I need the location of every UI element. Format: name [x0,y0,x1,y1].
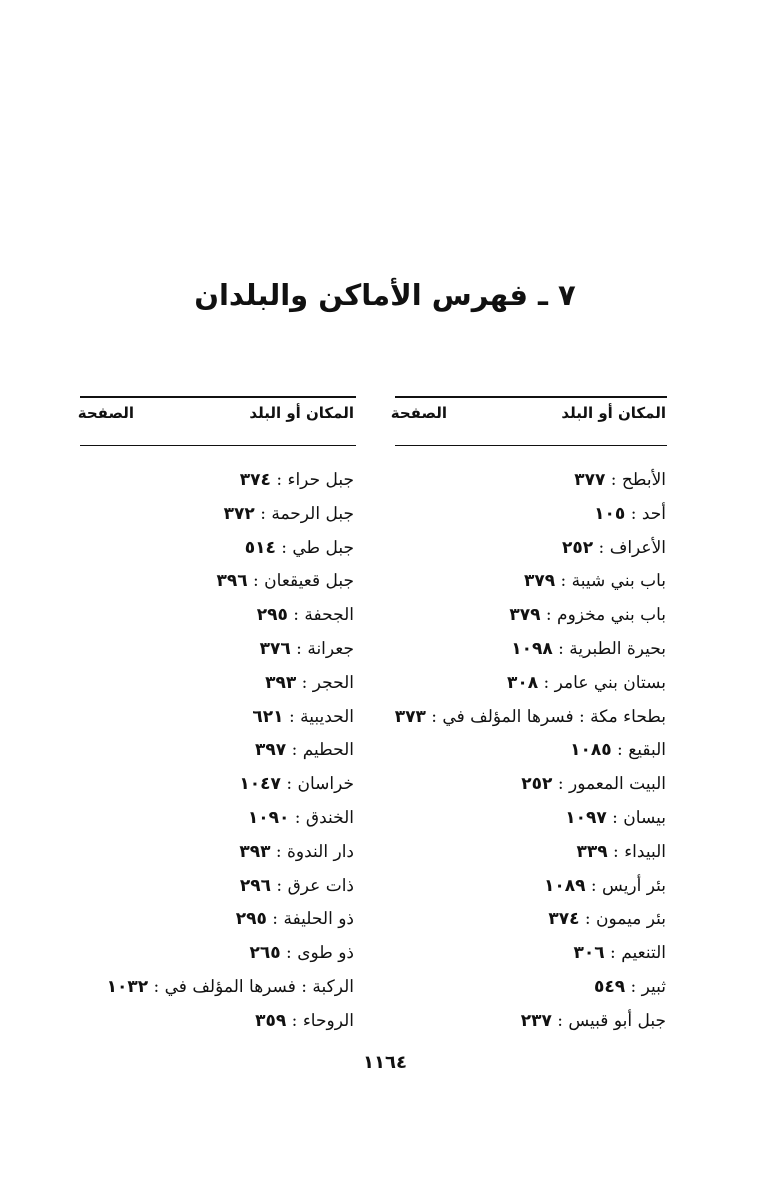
page-ref: ٣٧٩ [523,571,556,592]
place-name: الأعراف [609,537,666,558]
page-ref: ٢٦٥ [249,943,281,964]
right-entry [594,977,666,997]
separator: : [271,875,288,896]
place-name: باب بني مخزوم [557,605,666,626]
page-ref: ٣٧٧ [574,470,606,490]
place-name: البيداء [624,841,666,862]
right-entry [577,842,667,862]
header-place-right: المكان أو البلد [561,404,666,422]
place-name: الخندق [305,808,354,828]
place-name: جبل قعيقعان [264,571,354,592]
separator: : [270,841,288,862]
separator: : [289,808,306,828]
page-ref: ١٠٣٢ [106,977,149,997]
right-entry [570,740,666,760]
separator: : [585,875,603,896]
page-ref: ٣٧٤ [548,909,580,930]
place-name: دار الندوة [287,841,354,862]
page-ref: ٣٥٩ [255,1010,287,1031]
separator: : [605,470,622,490]
place-name: الركبة : فسرها المؤلف في [164,977,354,997]
right-entry [395,707,666,727]
right-entry [562,538,666,558]
place-name: ذو طوى [297,943,354,964]
page-ref: ٣٩٧ [255,740,287,761]
page-ref: ٢٥٢ [562,537,594,558]
place-name: التنعيم [621,943,666,964]
separator: : [286,740,303,761]
right-entry [509,605,666,625]
separator: : [283,706,301,727]
top-rule-left [80,396,356,398]
left-entry [216,571,354,591]
place-name: بئر أريس [602,875,666,896]
page-ref: ٢٣٧ [520,1010,552,1031]
separator: : [604,943,622,964]
separator: : [425,706,443,727]
place-name: بحيرة الطبرية [569,639,666,659]
page-number: ١١٦٤ [363,1052,407,1073]
right-entry [524,571,666,591]
page-ref: ٣٧٩ [509,605,541,626]
place-name: جبل أبو قبيس [568,1010,666,1031]
place-name: الحديبية [300,706,354,727]
separator: : [625,977,642,997]
place-name: الجحفة [304,605,354,626]
page-ref: ٣٠٨ [506,672,539,693]
place-name: خراسان [297,774,354,795]
place-name: بطحاء مكة : فسرها المؤلف في [442,706,666,727]
page-ref: ٣٠٦ [573,943,605,964]
left-entry [240,876,354,896]
place-name: البيت المعمور [568,774,666,795]
page-ref: ٣٩٣ [239,841,271,862]
page-ref: ٢٩٥ [235,909,267,930]
page-ref: ٣٩٦ [216,571,248,592]
left-entry [260,639,354,659]
separator: : [280,774,298,795]
separator: : [286,1010,303,1031]
right-entry [521,1011,666,1031]
left-entry [239,774,354,794]
right-entry [507,673,666,693]
left-entry [255,1011,354,1031]
left-entry [239,842,354,862]
left-entry [250,943,355,963]
place-name: الحطيم [302,740,354,761]
place-name: أحد [641,503,666,524]
mid-rule-left [80,445,356,446]
page-ref: ٣٧٢ [223,503,255,524]
place-name: جبل حراء [287,470,354,490]
separator: : [148,977,165,997]
page-ref: ٣٧٦ [259,639,291,659]
place-name: بستان بني عامر [554,672,666,693]
page-ref: ٣٧٤ [239,470,271,490]
separator: : [290,639,308,659]
page-ref: ٢٥٢ [521,774,553,795]
page-ref: ٦٢١ [252,706,284,727]
page-ref: ١٠٩٨ [511,639,553,659]
separator: : [579,909,597,930]
separator: : [266,909,284,930]
place-name: الحجر [312,672,354,693]
page-ref: ١٠٨٩ [543,875,586,896]
separator: : [611,740,629,761]
header-page-left: الصفحة [77,404,134,422]
right-entry [594,504,666,524]
right-entry [548,909,666,929]
left-entry [245,538,354,558]
page-ref: ٢٩٦ [239,875,272,896]
place-name: ذات عرق [287,875,354,896]
right-entry [574,470,666,490]
left-entry [240,470,354,490]
page-ref: ١٠٩٧ [565,808,607,828]
left-entry [224,504,354,524]
separator: : [538,672,555,693]
separator: : [254,503,272,524]
left-entry [236,909,354,929]
place-name: بئر ميمون [596,909,666,930]
separator: : [555,571,572,592]
page-ref: ١٠٤٧ [239,774,281,795]
separator: : [275,537,293,558]
place-name: الروحاء [302,1010,354,1031]
left-entry [252,707,354,727]
place-name: باب بني شيبة [571,571,666,592]
place-name: ثبير [641,977,666,997]
separator: : [280,943,298,964]
right-entry [521,774,666,794]
separator: : [606,808,624,828]
place-name: الأبطح [621,470,666,490]
page-ref: ١٠٨٥ [570,740,612,761]
separator: : [551,1010,569,1031]
separator: : [247,571,265,592]
right-entry [511,639,666,659]
place-name: جبل الرحمة [271,503,354,524]
mid-rule-right [395,445,667,446]
separator: : [287,605,305,626]
right-entry [544,876,666,896]
page-ref: ٥١٤ [244,537,276,558]
separator: : [552,774,569,795]
place-name: بيسان [623,808,666,828]
separator: : [625,503,642,524]
left-entry [107,977,354,997]
top-rule-right [395,396,667,398]
place-name: جعرانة [307,639,354,659]
page-ref: ٥٤٩ [593,977,626,997]
page-ref: ٣٧٣ [394,706,426,727]
left-entry [265,673,354,693]
separator: : [593,537,610,558]
index-title: ٧ ـ فهرس الأماكن والبلدان [194,278,576,312]
left-entry [257,605,354,625]
separator: : [296,672,313,693]
right-entry [574,943,667,963]
place-name: ذو الحليفة [283,909,354,930]
separator: : [552,639,570,659]
left-entry [248,808,354,828]
place-name: البقيع [628,740,666,761]
page-ref: ١٠٥ [594,503,626,524]
header-page-right: الصفحة [390,404,447,422]
page-ref: ٣٩٣ [265,672,297,693]
separator: : [270,470,288,490]
right-entry [565,808,666,828]
page-ref: ٣٣٩ [576,841,608,862]
separator: : [607,841,625,862]
page-ref: ٢٩٥ [256,605,288,626]
separator: : [540,605,558,626]
left-entry [255,740,354,760]
page-ref: ١٠٩٠ [247,808,290,828]
place-name: جبل طي [292,537,354,558]
header-place-left: المكان أو البلد [249,404,354,422]
